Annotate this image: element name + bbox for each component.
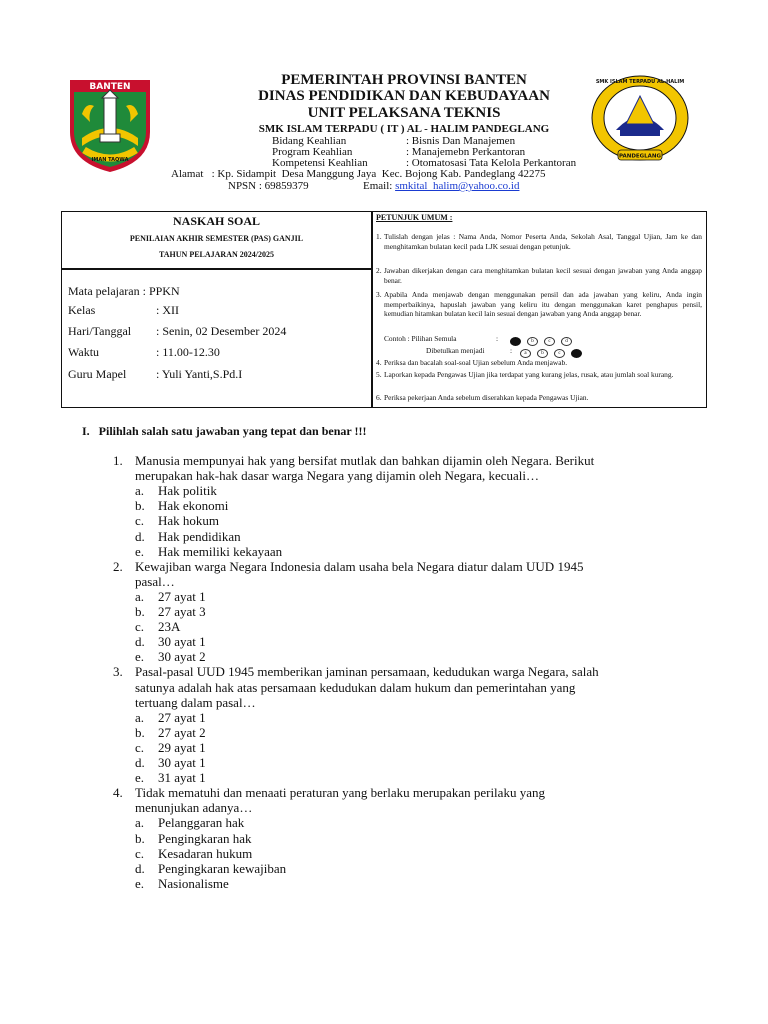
petunjuk-number: 1. bbox=[376, 232, 382, 241]
option-letter: b. bbox=[135, 604, 145, 619]
bidang-label: Bidang Keahlian bbox=[272, 135, 347, 147]
answer-bubble bbox=[510, 337, 521, 346]
option-letter: c. bbox=[135, 513, 145, 529]
petunjuk-item bbox=[376, 393, 702, 403]
option-text: 27 ayat 1 bbox=[158, 588, 206, 604]
box-horizontal-divider bbox=[61, 268, 372, 270]
option-letter: c. bbox=[135, 845, 145, 861]
petunjuk-text: Jawaban dikerjakan dengan cara menghitamkan bulatan kecil sesuai dengan jawaban yang Anda anggap benar. bbox=[384, 266, 702, 285]
bidang-value: : Bisnis Dan Manajemen bbox=[406, 135, 516, 147]
question-text: Kewajiban warga Negara Indonesia dalam usaha bela Negara diatur dalam UUD 1945 bbox=[135, 558, 584, 574]
option-text: Kesadaran hukum bbox=[158, 845, 253, 861]
kompetensi-value: : Otomatosasi Tata Kelola Perkantoran bbox=[406, 157, 577, 169]
contoh-bubbles bbox=[510, 336, 578, 346]
npsn-line: NPSN : 69859379 bbox=[228, 180, 309, 192]
answer-bubble bbox=[571, 349, 582, 358]
logo-right-ring-text: SMK ISLAM TERPADU AL-HALIM bbox=[595, 79, 685, 85]
contoh-row bbox=[384, 334, 694, 344]
option-letter: e. bbox=[135, 543, 145, 559]
petunjuk-item bbox=[376, 290, 702, 319]
option-text: Hak hokum bbox=[158, 513, 220, 529]
option-letter: b. bbox=[135, 724, 145, 740]
hari-value: : Senin, 02 Desember 2024 bbox=[156, 324, 287, 338]
petunjuk-text: Periksa pekerjaan Anda sebelum diserahkan kepada Pengawas Ujian. bbox=[384, 393, 589, 402]
question-number: 2. bbox=[113, 558, 123, 574]
option-text: 30 ayat 1 bbox=[158, 755, 206, 770]
option-text: 27 ayat 3 bbox=[158, 604, 206, 619]
petunjuk-number: 3. bbox=[376, 290, 382, 299]
option-letter: a. bbox=[135, 588, 145, 604]
tahun-pelajaran: TAHUN PELAJARAN 2024/2025 bbox=[159, 250, 274, 259]
option-text: 30 ayat 2 bbox=[158, 649, 206, 665]
naskah-soal-title: NASKAH SOAL bbox=[172, 214, 261, 228]
question-text: pasal… bbox=[135, 573, 175, 589]
answer-bubble: a bbox=[520, 349, 531, 358]
option-letter: a. bbox=[135, 815, 145, 831]
option-letter: e. bbox=[135, 649, 145, 665]
option-text: Nasionalisme bbox=[158, 875, 229, 891]
option-letter: c. bbox=[135, 739, 145, 755]
question-text: Tidak mematuhi dan menaati peraturan yang berlaku merupakan perilaku yang bbox=[135, 785, 545, 801]
waktu-label: Waktu bbox=[68, 345, 100, 359]
petunjuk-number: 2. bbox=[376, 266, 382, 275]
option-text: Pelanggaran hak bbox=[158, 815, 245, 831]
program-label: Program Keahlian bbox=[272, 146, 353, 158]
option-text: Hak politik bbox=[158, 483, 217, 499]
dibetulkan-label: Dibetulkan menjadi bbox=[426, 346, 485, 355]
answer-bubble: c bbox=[544, 337, 555, 346]
mapel-row: Mata pelajaran : PPKN bbox=[68, 284, 180, 298]
guru-value: : Yuli Yanti,S.Pd.I bbox=[156, 367, 243, 381]
dibetulkan-row bbox=[426, 346, 696, 356]
answer-bubble: c bbox=[554, 349, 565, 358]
petunjuk-number: 6. bbox=[376, 393, 382, 402]
waktu-value: : 11.00-12.30 bbox=[156, 345, 220, 359]
petunjuk-title: PETUNJUK UMUM : bbox=[376, 213, 453, 222]
logo-left-top-text: BANTEN bbox=[89, 82, 131, 92]
email-label: Email: bbox=[363, 180, 393, 192]
program-value: : Manajemebn Perkantoran bbox=[406, 146, 526, 158]
dibetulkan-colon: : bbox=[510, 346, 513, 355]
petunjuk-item bbox=[376, 232, 702, 251]
option-letter: e. bbox=[135, 770, 145, 786]
petunjuk-text: Laporkan kepada Pengawas Ujian jika terdapat yang kurang jelas, rusak, atau jumlah soal kurang. bbox=[384, 370, 674, 379]
option-letter: d. bbox=[135, 860, 145, 876]
option-text: 29 ayat 1 bbox=[158, 739, 206, 755]
option-letter: b. bbox=[135, 498, 145, 514]
option-text: 30 ayat 1 bbox=[158, 634, 206, 650]
option-letter: d. bbox=[135, 755, 145, 770]
petunjuk-text: Periksa dan bacalah soal-soal Ujian sebelum Anda menjawab. bbox=[384, 358, 568, 367]
option-letter: a. bbox=[135, 709, 145, 725]
kelas-row bbox=[68, 303, 179, 318]
question-text: merupakan hak-hak dasar warga Negara yang dijamin oleh Negara, kecuali… bbox=[135, 468, 540, 484]
guru-row bbox=[68, 367, 242, 382]
logo-right-bottom-text: PANDEGLANG bbox=[618, 153, 662, 160]
option-text: Hak memiliki kekayaan bbox=[158, 543, 283, 559]
answer-bubble: b bbox=[527, 337, 538, 346]
option-text: Hak ekonomi bbox=[158, 498, 229, 514]
option-letter: e. bbox=[135, 875, 145, 891]
email-row bbox=[363, 180, 519, 193]
question-number: 4. bbox=[113, 785, 123, 801]
logo-left-bottom-text: IMAN TAQWA bbox=[91, 157, 129, 163]
section-title: I. Pilihlah salah satu jawaban yang tepat dan benar !!! bbox=[82, 424, 367, 438]
pas-title: PENILAIAN AKHIR SEMESTER (PAS) GANJIL bbox=[129, 234, 304, 243]
kelas-label: Kelas bbox=[68, 303, 96, 317]
waktu-row bbox=[68, 345, 220, 360]
option-letter: d. bbox=[135, 634, 145, 650]
option-letter: a. bbox=[135, 483, 145, 499]
option-text: 31 ayat 1 bbox=[158, 770, 206, 786]
header-line-2: DINAS PENDIDIKAN DAN KEBUDAYAAN bbox=[258, 88, 550, 104]
question-number: 1. bbox=[113, 453, 123, 468]
question-number: 3. bbox=[113, 664, 123, 680]
option-text: Pengingkaran kewajiban bbox=[158, 860, 287, 876]
hari-row bbox=[68, 324, 286, 339]
option-letter: c. bbox=[135, 619, 145, 635]
petunjuk-number: 4. bbox=[376, 358, 382, 367]
question-text: satunya adalah hak atas persamaan kedudukan dalam hukum dan pemerintahan yang bbox=[135, 679, 576, 695]
contoh-label: Contoh : Pilihan Semula bbox=[384, 334, 457, 343]
petunjuk-text: Tulislah dengan jelas : Nama Anda, Nomor Peserta Anda, Sekolah Asal, Tanggal Ujian, Jam ke dan menghitamkan bulatan kecil pada LJK sesuai dengan petunjuk. bbox=[384, 232, 702, 251]
petunjuk-item bbox=[376, 358, 702, 368]
header-line-1: PEMERINTAH PROVINSI BANTEN bbox=[281, 72, 527, 88]
school-name: SMK ISLAM TERPADU ( IT ) AL - HALIM PANDEGLANG bbox=[258, 123, 550, 135]
option-text: Hak pendidikan bbox=[158, 528, 241, 544]
guru-label: Guru Mapel bbox=[68, 367, 127, 381]
option-letter: d. bbox=[135, 528, 145, 544]
option-text: 23A bbox=[158, 619, 181, 635]
email-link[interactable]: smkital_halim@yahoo.co.id bbox=[395, 180, 520, 192]
kompetensi-label: Kompetensi Keahlian bbox=[272, 157, 368, 169]
kelas-value: : XII bbox=[156, 303, 179, 317]
header-line-3: UNIT PELAKSANA TEKNIS bbox=[307, 105, 501, 121]
answer-bubble: b bbox=[537, 349, 548, 358]
alamat-line: Alamat : Kp. Sidampit Desa Manggung Jaya Kec. Bojong Kab. Pandeglang 42275 bbox=[171, 168, 546, 180]
contoh-colon: : bbox=[496, 334, 499, 343]
answer-bubble: d bbox=[561, 337, 572, 346]
question-text: tertuang dalam pasal… bbox=[135, 694, 256, 710]
petunjuk-item bbox=[376, 266, 702, 285]
petunjuk-text: Apabila Anda menjawab dengan menggunakan pensil dan ada jawaban yang keliru, Anda ingin memperbaikinya, hapuslah jawaban yang keliru itu dengan menggunakan karet penghapus pensil, kemudian hitamkan bulatan kecil lain sesuai dengan jawaban yang Anda anggap benar. bbox=[384, 290, 702, 318]
hari-label: Hari/Tanggal bbox=[68, 324, 132, 338]
option-text: Pengingkaran hak bbox=[158, 830, 252, 846]
question-text: Manusia mempunyai hak yang bersifat mutlak dan bahkan dijamin oleh Negara. Berikut bbox=[135, 453, 595, 468]
dibetulkan-bubbles bbox=[520, 348, 588, 358]
question-text: menunjukan adanya… bbox=[135, 800, 253, 816]
option-letter: b. bbox=[135, 830, 145, 846]
petunjuk-item bbox=[376, 370, 702, 380]
petunjuk-number: 5. bbox=[376, 370, 382, 379]
option-text: 27 ayat 2 bbox=[158, 724, 206, 740]
question-text: Pasal-pasal UUD 1945 memberikan jaminan persamaan, kedudukan warga Negara, salah bbox=[135, 664, 599, 680]
option-text: 27 ayat 1 bbox=[158, 709, 206, 725]
